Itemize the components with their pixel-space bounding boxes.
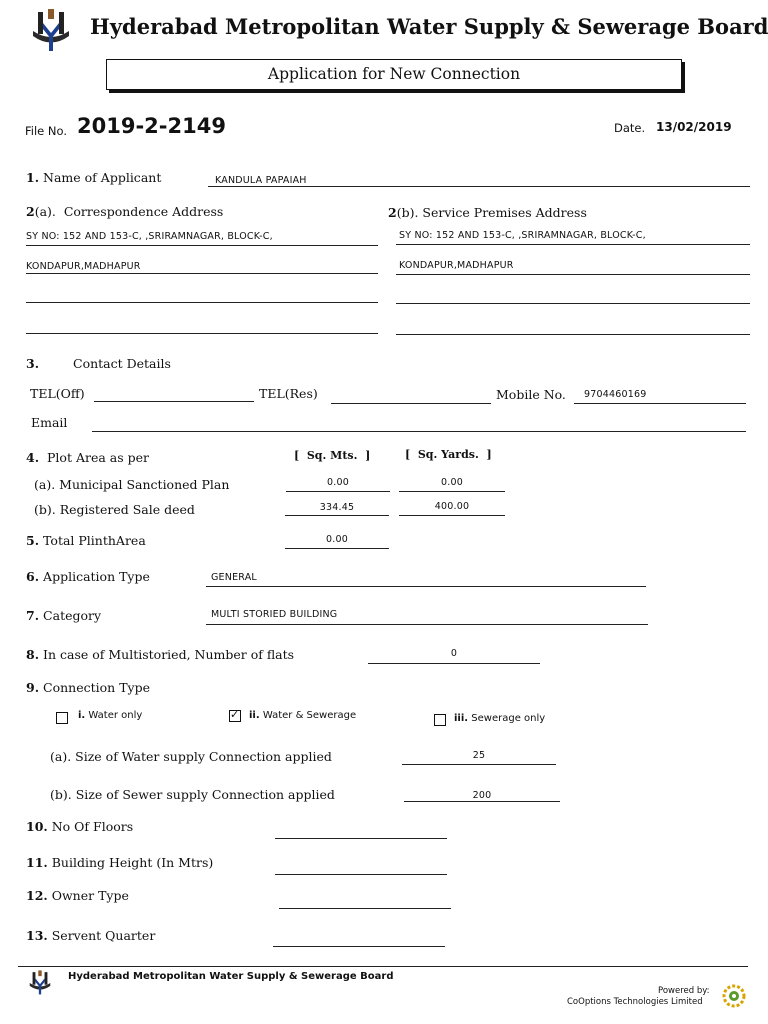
sewerage-only-label: iii. Sewerage only — [454, 713, 546, 724]
correspondence-line1-rule — [26, 245, 378, 246]
sale-yards-line — [399, 515, 505, 516]
mobile-label: Mobile No. — [496, 387, 566, 402]
applicant-line — [208, 186, 750, 187]
mobile-line — [574, 403, 746, 404]
mobile-value: 9704460169 — [584, 389, 647, 400]
tel-res-line — [331, 403, 491, 404]
correspondence-line2-rule — [26, 273, 378, 274]
floors-label: 10. No Of Floors — [26, 819, 134, 834]
service-line1-rule — [396, 244, 750, 245]
category-line — [206, 624, 648, 625]
board-title: Hyderabad Metropolitan Water Supply & Sewerage Board — [90, 14, 768, 39]
correspondence-line3-rule — [26, 302, 378, 303]
municipal-yards-line — [399, 491, 505, 492]
water-sewerage-label: ii. Water & Sewerage — [249, 710, 357, 721]
app-type-line — [206, 586, 646, 587]
tel-off-line — [94, 401, 254, 402]
date-value: 13/02/2019 — [656, 120, 732, 134]
company-name: CoOptions Technologies Limited — [567, 997, 703, 1007]
water-size-label: (a). Size of Water supply Connection applied — [50, 749, 332, 764]
sale-deed-label: (b). Registered Sale deed — [34, 502, 195, 517]
tel-res-label: TEL(Res) — [259, 386, 318, 401]
servent-quarter-line — [273, 946, 445, 947]
contact-num: 3. — [26, 356, 40, 371]
file-no-value: 2019-2-2149 — [77, 114, 226, 138]
water-sewerage-checkbox[interactable] — [229, 710, 241, 722]
municipal-mts-value: 0.00 — [327, 477, 349, 488]
applicant-label: 1. Name of Applicant — [26, 170, 162, 185]
footer-board-name: Hyderabad Metropolitan Water Supply & Sewerage Board — [68, 971, 394, 982]
water-size-value: 25 — [472, 750, 486, 761]
service-line2-rule — [396, 274, 750, 275]
sale-yards-value: 400.00 — [434, 501, 470, 512]
hmwssb-logo-icon — [30, 9, 72, 53]
correspondence-line1: SY NO: 152 AND 153-C, ,SRIRAMNAGAR, BLOCK-C, — [26, 231, 273, 242]
plinth-label: 5. Total PlinthArea — [26, 533, 146, 548]
footer-logo-icon — [28, 968, 52, 998]
tel-off-label: TEL(Off) — [30, 386, 85, 401]
height-label: 11. Building Height (In Mtrs) — [26, 855, 214, 870]
company-logo-icon — [722, 984, 746, 1008]
form-title-box — [106, 59, 682, 90]
contact-label: Contact Details — [73, 356, 171, 371]
service-line4-rule — [396, 334, 750, 335]
service-label: 2(b). Service Premises Address — [388, 205, 587, 220]
correspondence-line2: KONDAPUR,MADHAPUR — [26, 261, 141, 272]
correspondence-label: 2(a). Correspondence Address — [26, 204, 224, 219]
water-only-label: i. Water only — [78, 710, 143, 721]
municipal-label: (a). Municipal Sanctioned Plan — [34, 477, 230, 492]
plinth-value: 0.00 — [326, 534, 348, 545]
owner-type-label: 12. Owner Type — [26, 888, 129, 903]
flats-line — [368, 663, 540, 664]
app-type-label: 6. Application Type — [26, 569, 150, 584]
sewer-size-line — [404, 801, 560, 802]
powered-by-label: Powered by: — [658, 986, 710, 996]
plot-label: 4. Plot Area as per — [26, 450, 149, 465]
height-line — [275, 874, 447, 875]
flats-label: 8. In case of Multistoried, Number of flats — [26, 647, 295, 662]
sewer-size-label: (b). Size of Sewer supply Connection applied — [50, 787, 335, 802]
footer-divider — [18, 966, 748, 967]
owner-type-line — [279, 908, 451, 909]
correspondence-line4-rule — [26, 333, 378, 334]
plinth-line — [285, 548, 389, 549]
flats-value: 0 — [450, 648, 458, 659]
plot-col-sqmts: [ Sq. Mts. ] — [294, 449, 371, 462]
service-line1: SY NO: 152 AND 153-C, ,SRIRAMNAGAR, BLOCK-C, — [399, 230, 646, 241]
water-size-line — [402, 764, 556, 765]
email-line — [92, 431, 746, 432]
file-no-label: File No. — [25, 124, 67, 138]
connection-label: 9. Connection Type — [26, 680, 151, 695]
sewerage-only-checkbox[interactable] — [434, 714, 446, 726]
sale-mts-value: 334.45 — [319, 502, 355, 513]
municipal-mts-line — [286, 491, 390, 492]
form-title: Application for New Connection — [267, 65, 521, 83]
email-label: Email — [31, 415, 68, 430]
municipal-yards-value: 0.00 — [441, 477, 463, 488]
servent-quarter-label: 13. Servent Quarter — [26, 928, 156, 943]
plot-col-sqyards: [ Sq. Yards. ] — [405, 448, 492, 461]
category-value: MULTI STORIED BUILDING — [211, 609, 338, 620]
app-type-value: GENERAL — [211, 572, 257, 583]
service-line3-rule — [396, 303, 750, 304]
sewer-size-value: 200 — [472, 790, 492, 801]
category-label: 7. Category — [26, 608, 102, 623]
checkmark-icon: ✓ — [230, 708, 240, 721]
applicant-value: KANDULA PAPAIAH — [215, 175, 307, 186]
service-line2: KONDAPUR,MADHAPUR — [399, 260, 514, 271]
sale-mts-line — [285, 515, 389, 516]
date-label: Date. — [614, 121, 646, 135]
water-only-checkbox[interactable] — [56, 712, 68, 724]
floors-line — [275, 838, 447, 839]
